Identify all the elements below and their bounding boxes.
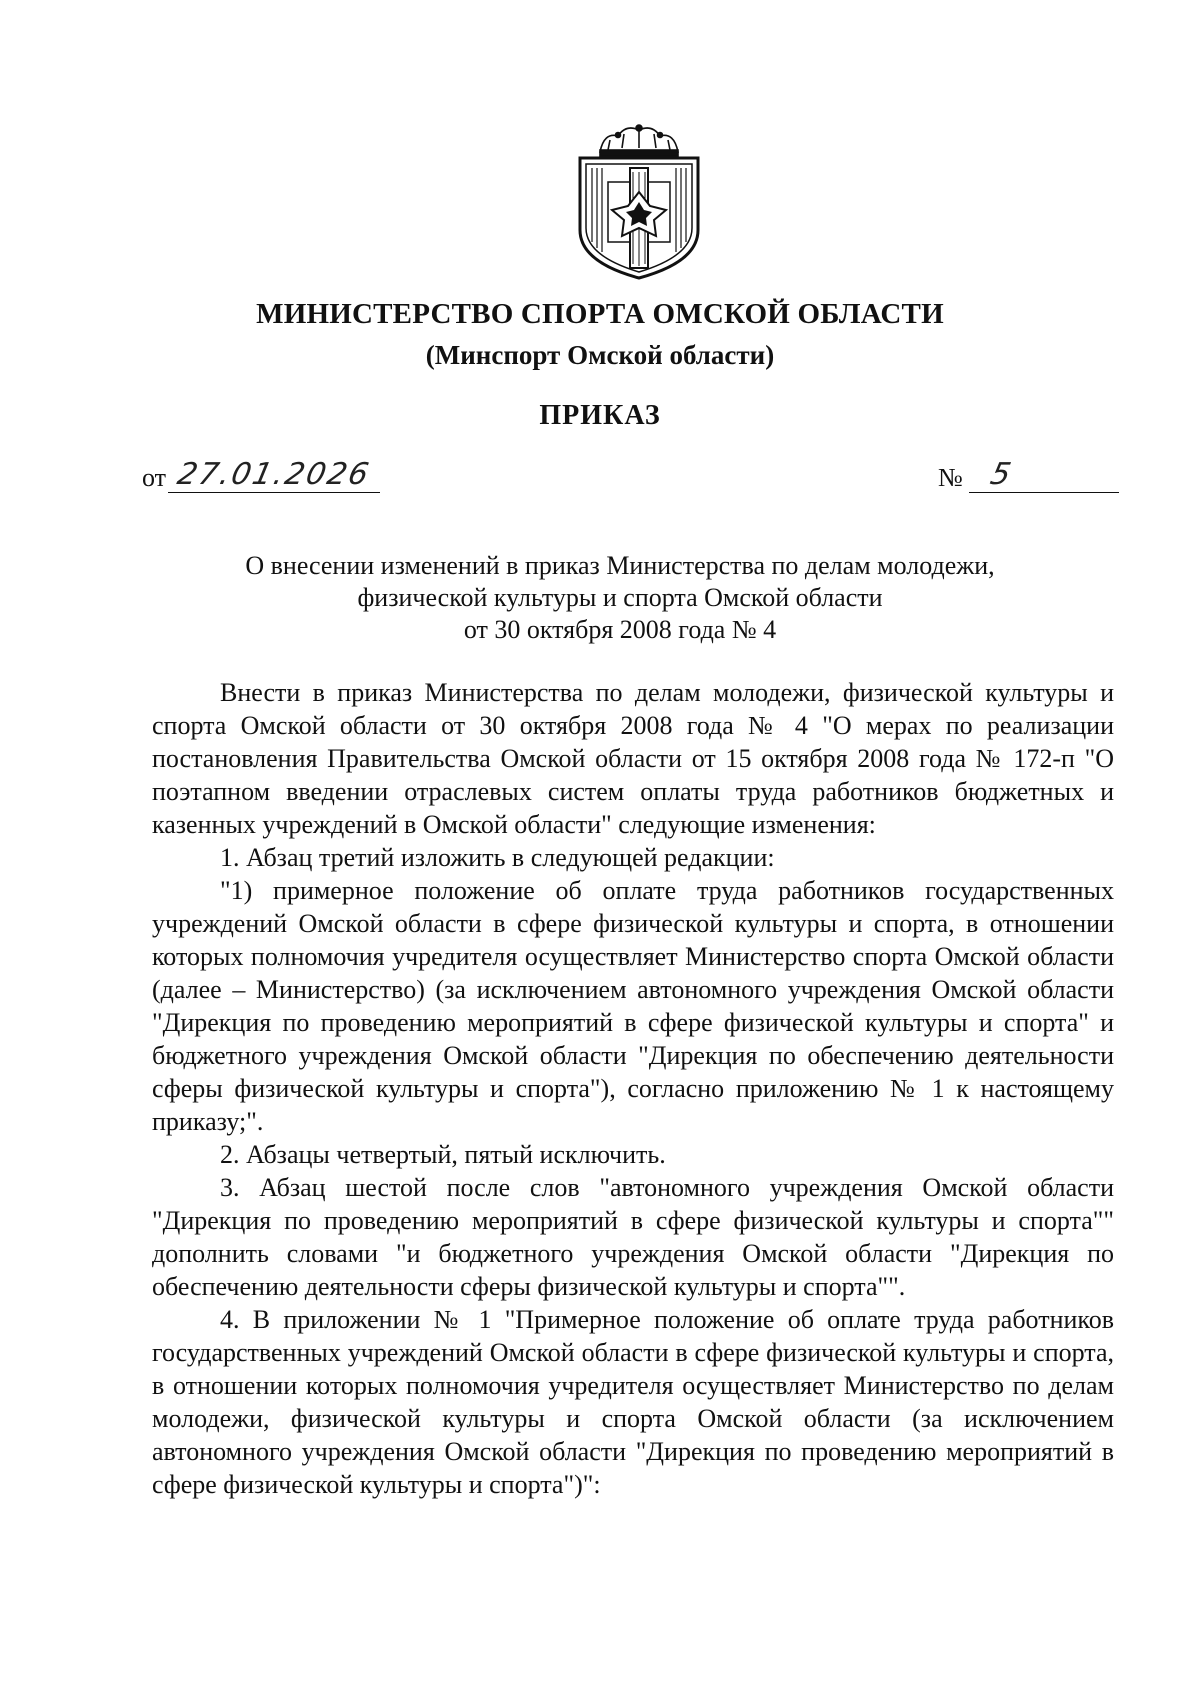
paragraph: 1. Абзац третий изложить в следующей редакции: — [220, 843, 775, 872]
ministry-short-name: (Минспорт Омской области) — [425, 340, 775, 370]
number-line — [938, 458, 1119, 493]
number-field — [969, 458, 1119, 493]
order-subject — [160, 550, 1080, 646]
coat-of-arms-icon — [570, 122, 708, 282]
paragraph: 2. Абзацы четвертый, пятый исключить. — [220, 1140, 666, 1169]
paragraph: 3. Абзац шестой после слов "автономного учреждения Омской области "Дирекция по проведению мероприятий в сфере физической культуры и спорта"" дополнить словами "и бюджетного учреждения Омской области "Дирекция по обеспечению деятельности сферы физической культуры и спорта"". — [152, 1173, 1114, 1301]
paragraph: "1) примерное положение об оплате труда работников государственных учреждений Омской области в сфере физической культуры и спорта, в отношении которых полномочия учредителя осуществляет Министерство спорта Омской области (далее – Министерство) (за исключением автономного учреждения Омской области "Дирекция по проведению мероприятий в сфере физической культуры и спорта" и бюджетного учреждения Омской области "Дирекция по обеспечению деятельности сферы физической культуры и спорта"), согласно приложению № 1 к настоящему приказу;". — [152, 876, 1114, 1136]
document-type: ПРИКАЗ — [539, 400, 661, 431]
order-body — [152, 676, 1114, 1501]
ministry-title: МИНИСТЕРСТВО СПОРТА ОМСКОЙ ОБЛАСТИ — [256, 298, 944, 330]
subject-line: физической культуры и спорта Омской области — [357, 583, 883, 612]
date-line — [142, 458, 380, 493]
handwritten-date: 27.01.2026 — [174, 457, 374, 492]
subject-line: О внесении изменений в приказ Министерства по делам молодежи, — [245, 551, 995, 580]
paragraph: Внести в приказ Министерства по делам молодежи, физической культуры и спорта Омской области от 30 октября 2008 года № 4 "О мерах по реализации постановления Правительства Омской области от 15 октября 2008 года № 172-п "О поэтапном введении отраслевых систем оплаты труда работников бюджетных и казенных учреждений в Омской области" следующие изменения: — [152, 678, 1114, 839]
subject-line: от 30 октября 2008 года № 4 — [463, 615, 777, 644]
handwritten-number: 5 — [987, 457, 1016, 492]
paragraph: 4. В приложении № 1 "Примерное положение об оплате труда работников государственных учреждений Омской области в сфере физической культуры и спорта, в отношении которых полномочия учредителя осуществляет Министерство по делам молодежи, физической культуры и спорта Омской области (за исключением автономного учреждения Омской области "Дирекция по проведению мероприятий в сфере физической культуры и спорта")": — [152, 1305, 1114, 1499]
number-prefix: № — [938, 463, 963, 492]
date-prefix: от — [142, 463, 167, 492]
date-field — [168, 458, 380, 493]
